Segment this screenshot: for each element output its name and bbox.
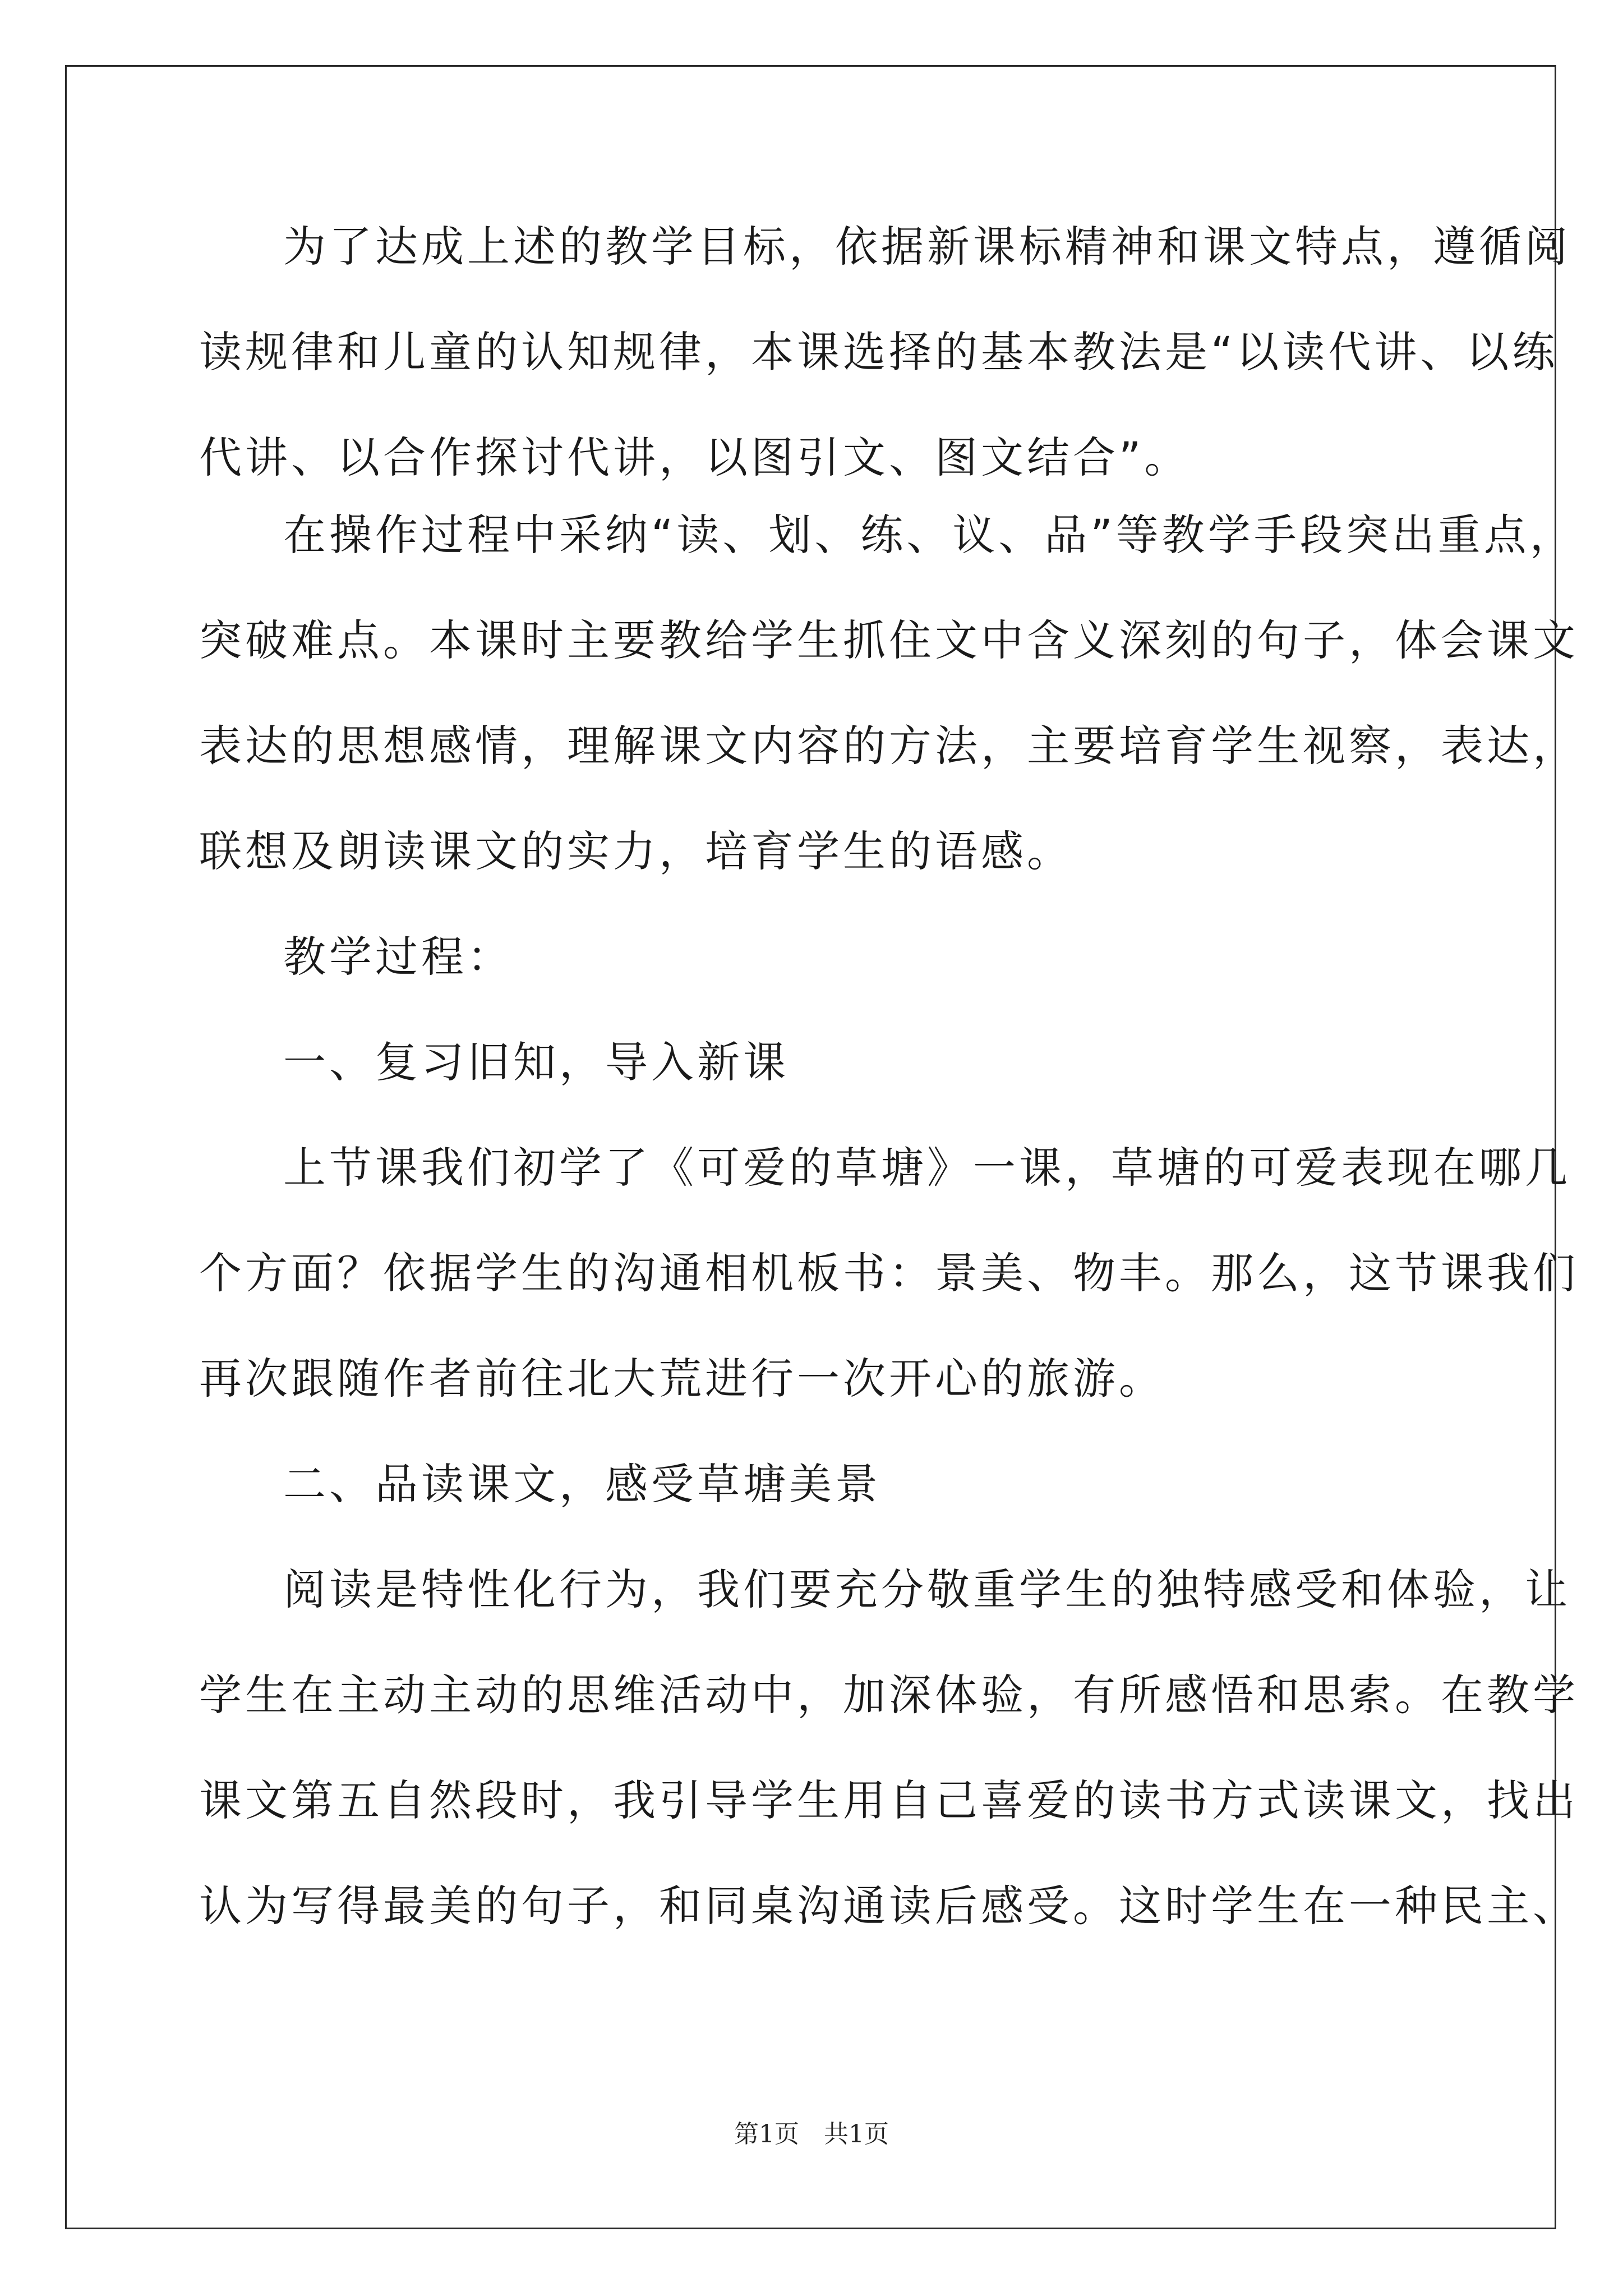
section-heading: 二、品读课文，感受草塘美景 [283,1459,881,1509]
text-line: 学生在主动主动的思维活动中，加深体验，有所感悟和思索。在教学 [199,1670,1579,1720]
text-line: 课文第五自然段时，我引导学生用自己喜爱的读书方式读课文，找出 [199,1775,1579,1825]
text-line: 个方面？依据学生的沟通相机板书：景美、物丰。那么，这节课我们 [199,1248,1579,1298]
section-heading: 教学过程： [283,932,513,982]
text-line: 代讲、以合作探讨代讲，以图引文、图文结合”。 [199,432,1191,482]
section-heading: 一、复习旧知，导入新课 [283,1037,789,1087]
text-line: 表达的思想感情，理解课文内容的方法，主要培育学生视察，表达， [199,721,1579,771]
text-line: 联想及朗读课文的实力，培育学生的语感。 [199,826,1073,876]
text-line: 再次跟随作者前往北大荒进行一次开心的旅游。 [199,1354,1165,1404]
text-line: 在操作过程中采纳“读、划、练、议、品”等教学手段突出重点， [283,510,1576,560]
text-line: 上节课我们初学了《可爱的草塘》一课，草塘的可爱表现在哪几 [283,1143,1571,1193]
text-line: 读规律和儿童的认知规律，本课选择的基本教法是“以读代讲、以练 [199,327,1559,377]
page-number: 第1页 共1页 [734,2120,889,2148]
text-line: 认为写得最美的句子，和同桌沟通读后感受。这时学生在一种民主、 [199,1881,1579,1931]
text-line: 突破难点。本课时主要教给学生抓住文中含义深刻的句子，体会课文 [199,615,1579,665]
text-line: 阅读是特性化行为，我们要充分敬重学生的独特感受和体验，让 [283,1565,1571,1614]
text-line: 为了达成上述的教学目标，依据新课标精神和课文特点，遵循阅 [283,222,1571,272]
